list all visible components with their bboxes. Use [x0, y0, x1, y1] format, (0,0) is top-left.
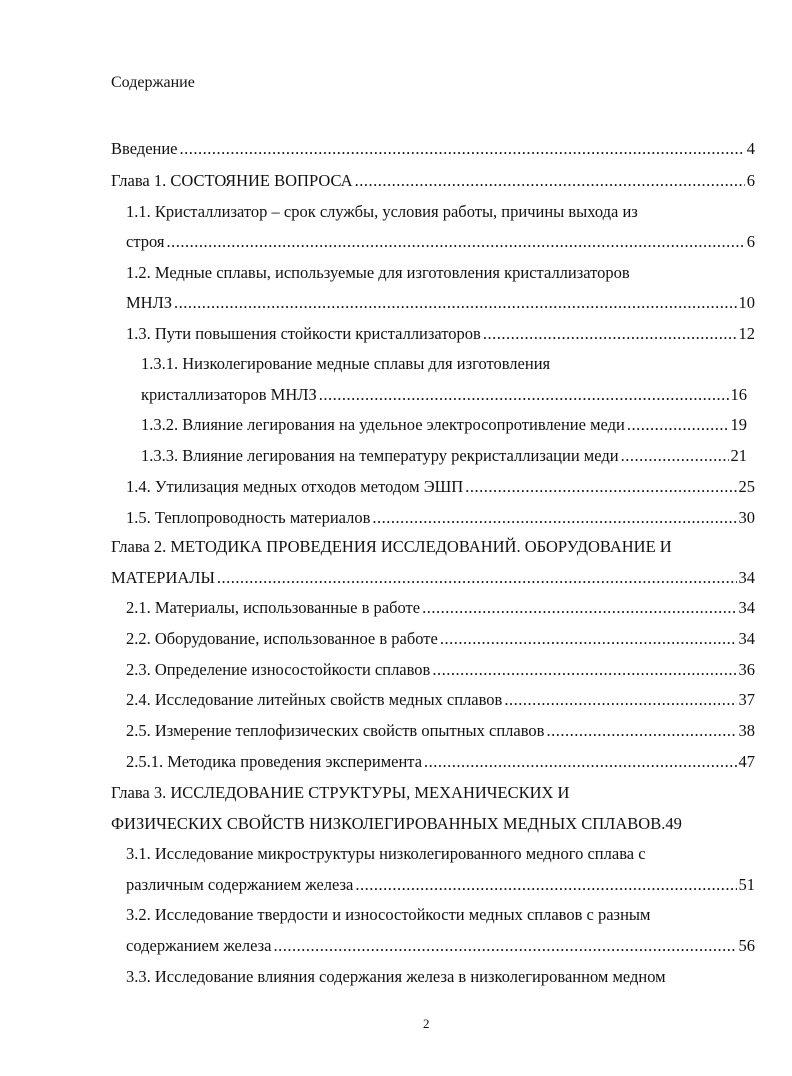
toc-entry-1-3-3[interactable]: 1.3.3. Влияние легирования на температуру рекристаллизации меди ..... 21 [141, 445, 747, 467]
leader-dots [504, 689, 736, 711]
leader-dots [372, 507, 736, 529]
toc-entry-1-4[interactable]: 1.4. Утилизация медных отходов методом ЭШП ..... 25 [126, 476, 755, 498]
leader-dots [465, 476, 736, 498]
toc-entry-1-1-line1: 1.1. Кристаллизатор – срок службы, условия работы, причины выхода из [126, 202, 638, 221]
toc-entry-1-5[interactable]: 1.5. Теплопроводность материалов ..... 30 [126, 507, 755, 529]
toc-entry-2-1[interactable]: 2.1. Материалы, использованные в работе ..... 34 [126, 597, 755, 619]
toc-entry-1-1[interactable]: строя ..... 6 [126, 231, 755, 253]
toc-entry-3-1[interactable]: различным содержанием железа ..... 51 [126, 874, 755, 896]
toc-entry-2-2[interactable]: 2.2. Оборудование, использованное в работе ..... 34 [126, 628, 755, 650]
leader-dots [424, 751, 736, 773]
toc-entry-chapter-3-line1: Глава 3. ИССЛЕДОВАНИЕ СТРУКТУРЫ, МЕХАНИЧЕСКИХ И [111, 783, 570, 802]
toc-entry-3-1-line1: 3.1. Исследование микроструктуры низколегированного медного сплава с [126, 844, 646, 863]
toc-entry-2-5[interactable]: 2.5. Измерение теплофизических свойств опытных сплавов ..... 38 [126, 720, 755, 742]
toc-entry-3-3-line1: 3.3. Исследование влияния содержания железа в низколегированном медном [126, 967, 666, 986]
toc-entry-1-3-2[interactable]: 1.3.2. Влияние легирования на удельное электросопротивление меди ..... 19 [141, 414, 747, 436]
toc-entry-chapter-3-line2[interactable]: ФИЗИЧЕСКИХ СВОЙСТВ НИЗКОЛЕГИРОВАННЫХ МЕДНЫХ СПЛАВОВ.49 [111, 814, 682, 833]
leader-dots [483, 323, 737, 345]
leader-dots [174, 292, 736, 314]
leader-dots [621, 445, 729, 467]
leader-dots [319, 384, 729, 406]
leader-dots [217, 567, 737, 589]
toc-entry-1-3-1-line1: 1.3.1. Низколегирование медные сплавы для изготовления [141, 354, 551, 373]
leader-dots [432, 659, 736, 681]
toc-entry-1-2[interactable]: МНЛЗ ..... 10 [126, 292, 755, 314]
page-title: Содержание [111, 74, 195, 91]
toc-entry-chapter-1[interactable]: Глава 1. СОСТОЯНИЕ ВОПРОСА ..... 6 [111, 170, 755, 192]
leader-dots [180, 138, 745, 160]
toc-entry-2-3[interactable]: 2.3. Определение износостойкости сплавов ..... 36 [126, 659, 755, 681]
toc-entry-3-2[interactable]: содержанием железа ..... 56 [126, 935, 755, 957]
leader-dots [355, 170, 745, 192]
leader-dots [627, 414, 729, 436]
leader-dots [167, 231, 745, 253]
toc-entry-1-2-line1: 1.2. Медные сплавы, используемые для изготовления кристаллизаторов [126, 263, 630, 282]
leader-dots [355, 874, 736, 896]
toc-entry-chapter-2[interactable]: МАТЕРИАЛЫ ..... 34 [111, 567, 755, 589]
toc-entry-2-5-1[interactable]: 2.5.1. Методика проведения эксперимента ..... 47 [126, 751, 755, 773]
toc-entry-1-3[interactable]: 1.3. Пути повышения стойкости кристаллизаторов ..... 12 [126, 323, 755, 345]
page-number: 2 [423, 1016, 430, 1031]
leader-dots [422, 597, 736, 619]
toc-entry-3-2-line1: 3.2. Исследование твердости и износостойкости медных сплавов с разным [126, 905, 651, 924]
toc-entry-1-3-1[interactable]: кристаллизаторов МНЛЗ ..... 16 [141, 384, 747, 406]
leader-dots [546, 720, 736, 742]
toc-entry-intro[interactable]: Введение ..... 4 [111, 138, 755, 160]
toc-entry-2-4[interactable]: 2.4. Исследование литейных свойств медных сплавов ..... 37 [126, 689, 755, 711]
leader-dots [440, 628, 737, 650]
toc-entry-chapter-2-line1: Глава 2. МЕТОДИКА ПРОВЕДЕНИЯ ИССЛЕДОВАНИЙ. ОБОРУДОВАНИЕ И [111, 537, 672, 556]
leader-dots [273, 935, 736, 957]
